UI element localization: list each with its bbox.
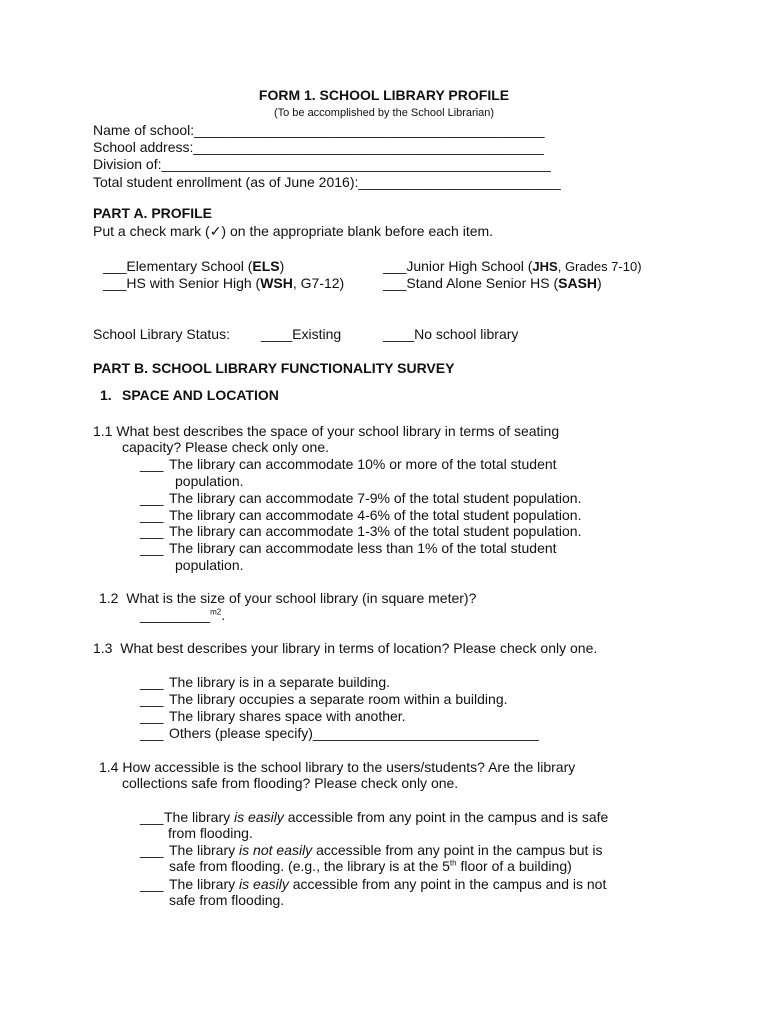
section-title: SPACE AND LOCATION — [122, 387, 279, 403]
option-code: JHS — [532, 259, 558, 274]
question-1-4-cont: collections safe from flooding? Please check only one. — [122, 775, 459, 791]
status-existing-option[interactable]: ____Existing — [261, 326, 342, 342]
answer-option-cont: population. — [175, 557, 244, 573]
division-field[interactable] — [93, 155, 551, 173]
check-blank[interactable]: ___ — [140, 691, 164, 707]
answer-option: The library can accommodate 7-9% of the total student population. — [169, 490, 582, 506]
option-sash[interactable] — [383, 274, 602, 292]
text: accessible from any point in the campus and is not — [288, 876, 607, 892]
option-text: ) — [597, 275, 602, 291]
answer-option: The library can accommodate 10% or more of the total student — [169, 456, 557, 472]
question-1-1-cont: capacity? Please check only one. — [122, 439, 330, 455]
field-label: Division of: — [93, 156, 162, 172]
check-blank[interactable]: ___ — [140, 456, 164, 472]
size-blank[interactable]: _________ — [140, 607, 211, 623]
part-b-heading: PART B. SCHOOL LIBRARY FUNCTIONALITY SURVEY — [93, 360, 455, 376]
answer-option: The library shares space with another. — [169, 708, 406, 724]
field-blank[interactable]: __________________________ — [358, 174, 561, 190]
text: accessible from any point in the campus and is safe — [283, 809, 609, 825]
unit-label: m2 — [210, 607, 222, 617]
field-label: Total student enrollment (as of June 2016): — [93, 174, 359, 190]
part-a-heading: PART A. PROFILE — [93, 205, 212, 221]
question-1-4: 1.4 How accessible is the school library to the users/students? Are the library — [99, 759, 576, 775]
check-blank[interactable]: ___ — [103, 275, 127, 291]
field-blank[interactable]: _____________________________________________ — [193, 139, 544, 155]
check-blank[interactable]: ___ — [140, 708, 164, 724]
option-code: WSH — [260, 275, 293, 291]
answer-option-cont: from flooding. — [168, 825, 253, 841]
ordinal-suffix: th — [449, 858, 457, 868]
check-blank[interactable]: ___ — [140, 523, 164, 539]
part-a-instruction: Put a check mark (✓) on the appropriate blank before each item. — [93, 223, 494, 239]
section-number: 1. — [100, 387, 112, 403]
size-input[interactable] — [140, 606, 225, 624]
status-none-option[interactable]: ____No school library — [383, 326, 519, 342]
option-text: ) — [279, 258, 285, 274]
option-text: , G7-12) — [292, 275, 345, 291]
option-text: Junior High School ( — [406, 258, 533, 274]
check-blank[interactable]: ___ — [383, 258, 407, 274]
check-blank[interactable]: ___ — [140, 507, 164, 523]
name-of-school-field[interactable] — [93, 121, 545, 139]
question-1-2: 1.2 What is the size of your school library (in square meter)? — [99, 590, 477, 606]
check-blank[interactable]: ___ — [140, 809, 164, 825]
field-label: School address: — [93, 139, 194, 155]
answer-option-cont: safe from flooding. — [169, 892, 285, 908]
emphasis: is not easily — [239, 842, 313, 858]
option-code: SASH — [558, 275, 598, 291]
answer-option: The library can accommodate 4-6% of the total student population. — [169, 507, 582, 523]
check-blank[interactable]: ___ — [140, 540, 164, 556]
library-status-label: School Library Status: — [93, 326, 230, 342]
text: accessible from any point in the campus but is — [312, 842, 603, 858]
answer-option: The library is in a separate building. — [169, 674, 391, 690]
answer-option: The library can accommodate less than 1% of the total student — [169, 540, 557, 556]
emphasis: is easily — [234, 809, 284, 825]
field-label: Name of school: — [93, 122, 195, 138]
answer-option-cont: population. — [175, 473, 244, 489]
check-blank[interactable]: ___ — [103, 258, 127, 274]
period: . — [221, 607, 226, 623]
option-text: Stand Alone Senior HS ( — [406, 275, 559, 291]
option-els[interactable] — [103, 257, 284, 275]
option-text: HS with Senior High ( — [126, 275, 261, 291]
check-blank[interactable]: ___ — [140, 876, 164, 892]
form-title: FORM 1. SCHOOL LIBRARY PROFILE — [258, 87, 510, 103]
field-blank[interactable]: __________________________________________________ — [161, 156, 551, 172]
option-wsh[interactable] — [103, 274, 344, 292]
answer-option-cont — [169, 857, 572, 875]
question-1-3: 1.3 What best describes your library in terms of location? Please check only one. — [93, 640, 598, 656]
answer-option: The library can accommodate 1-3% of the total student population. — [169, 523, 582, 539]
check-blank[interactable]: ___ — [140, 490, 164, 506]
form-subtitle: (To be accomplished by the School Librarian) — [273, 107, 495, 119]
check-blank[interactable]: ___ — [383, 275, 407, 291]
answer-option-others[interactable]: Others (please specify)_____________________________ — [169, 725, 539, 741]
text: safe from flooding. (e.g., the library is at the 5 — [169, 858, 450, 874]
text: floor of a building) — [456, 858, 572, 874]
text: The library — [169, 876, 240, 892]
enrollment-field[interactable] — [93, 173, 561, 191]
check-blank[interactable]: ___ — [140, 842, 164, 858]
option-text: , Grades 7-10) — [557, 259, 642, 274]
question-1-1: 1.1 What best describes the space of your school library in terms of seating — [93, 423, 560, 439]
check-blank[interactable]: ___ — [140, 725, 164, 741]
field-blank[interactable]: _____________________________________________ — [194, 122, 545, 138]
text: The library — [164, 809, 235, 825]
answer-option: The library occupies a separate room within a building. — [169, 691, 508, 707]
check-blank[interactable]: ___ — [140, 674, 164, 690]
emphasis: is easily — [239, 876, 289, 892]
school-address-field[interactable] — [93, 138, 544, 156]
option-code: ELS — [252, 258, 280, 274]
option-text: Elementary School ( — [126, 258, 253, 274]
text: The library — [169, 842, 240, 858]
